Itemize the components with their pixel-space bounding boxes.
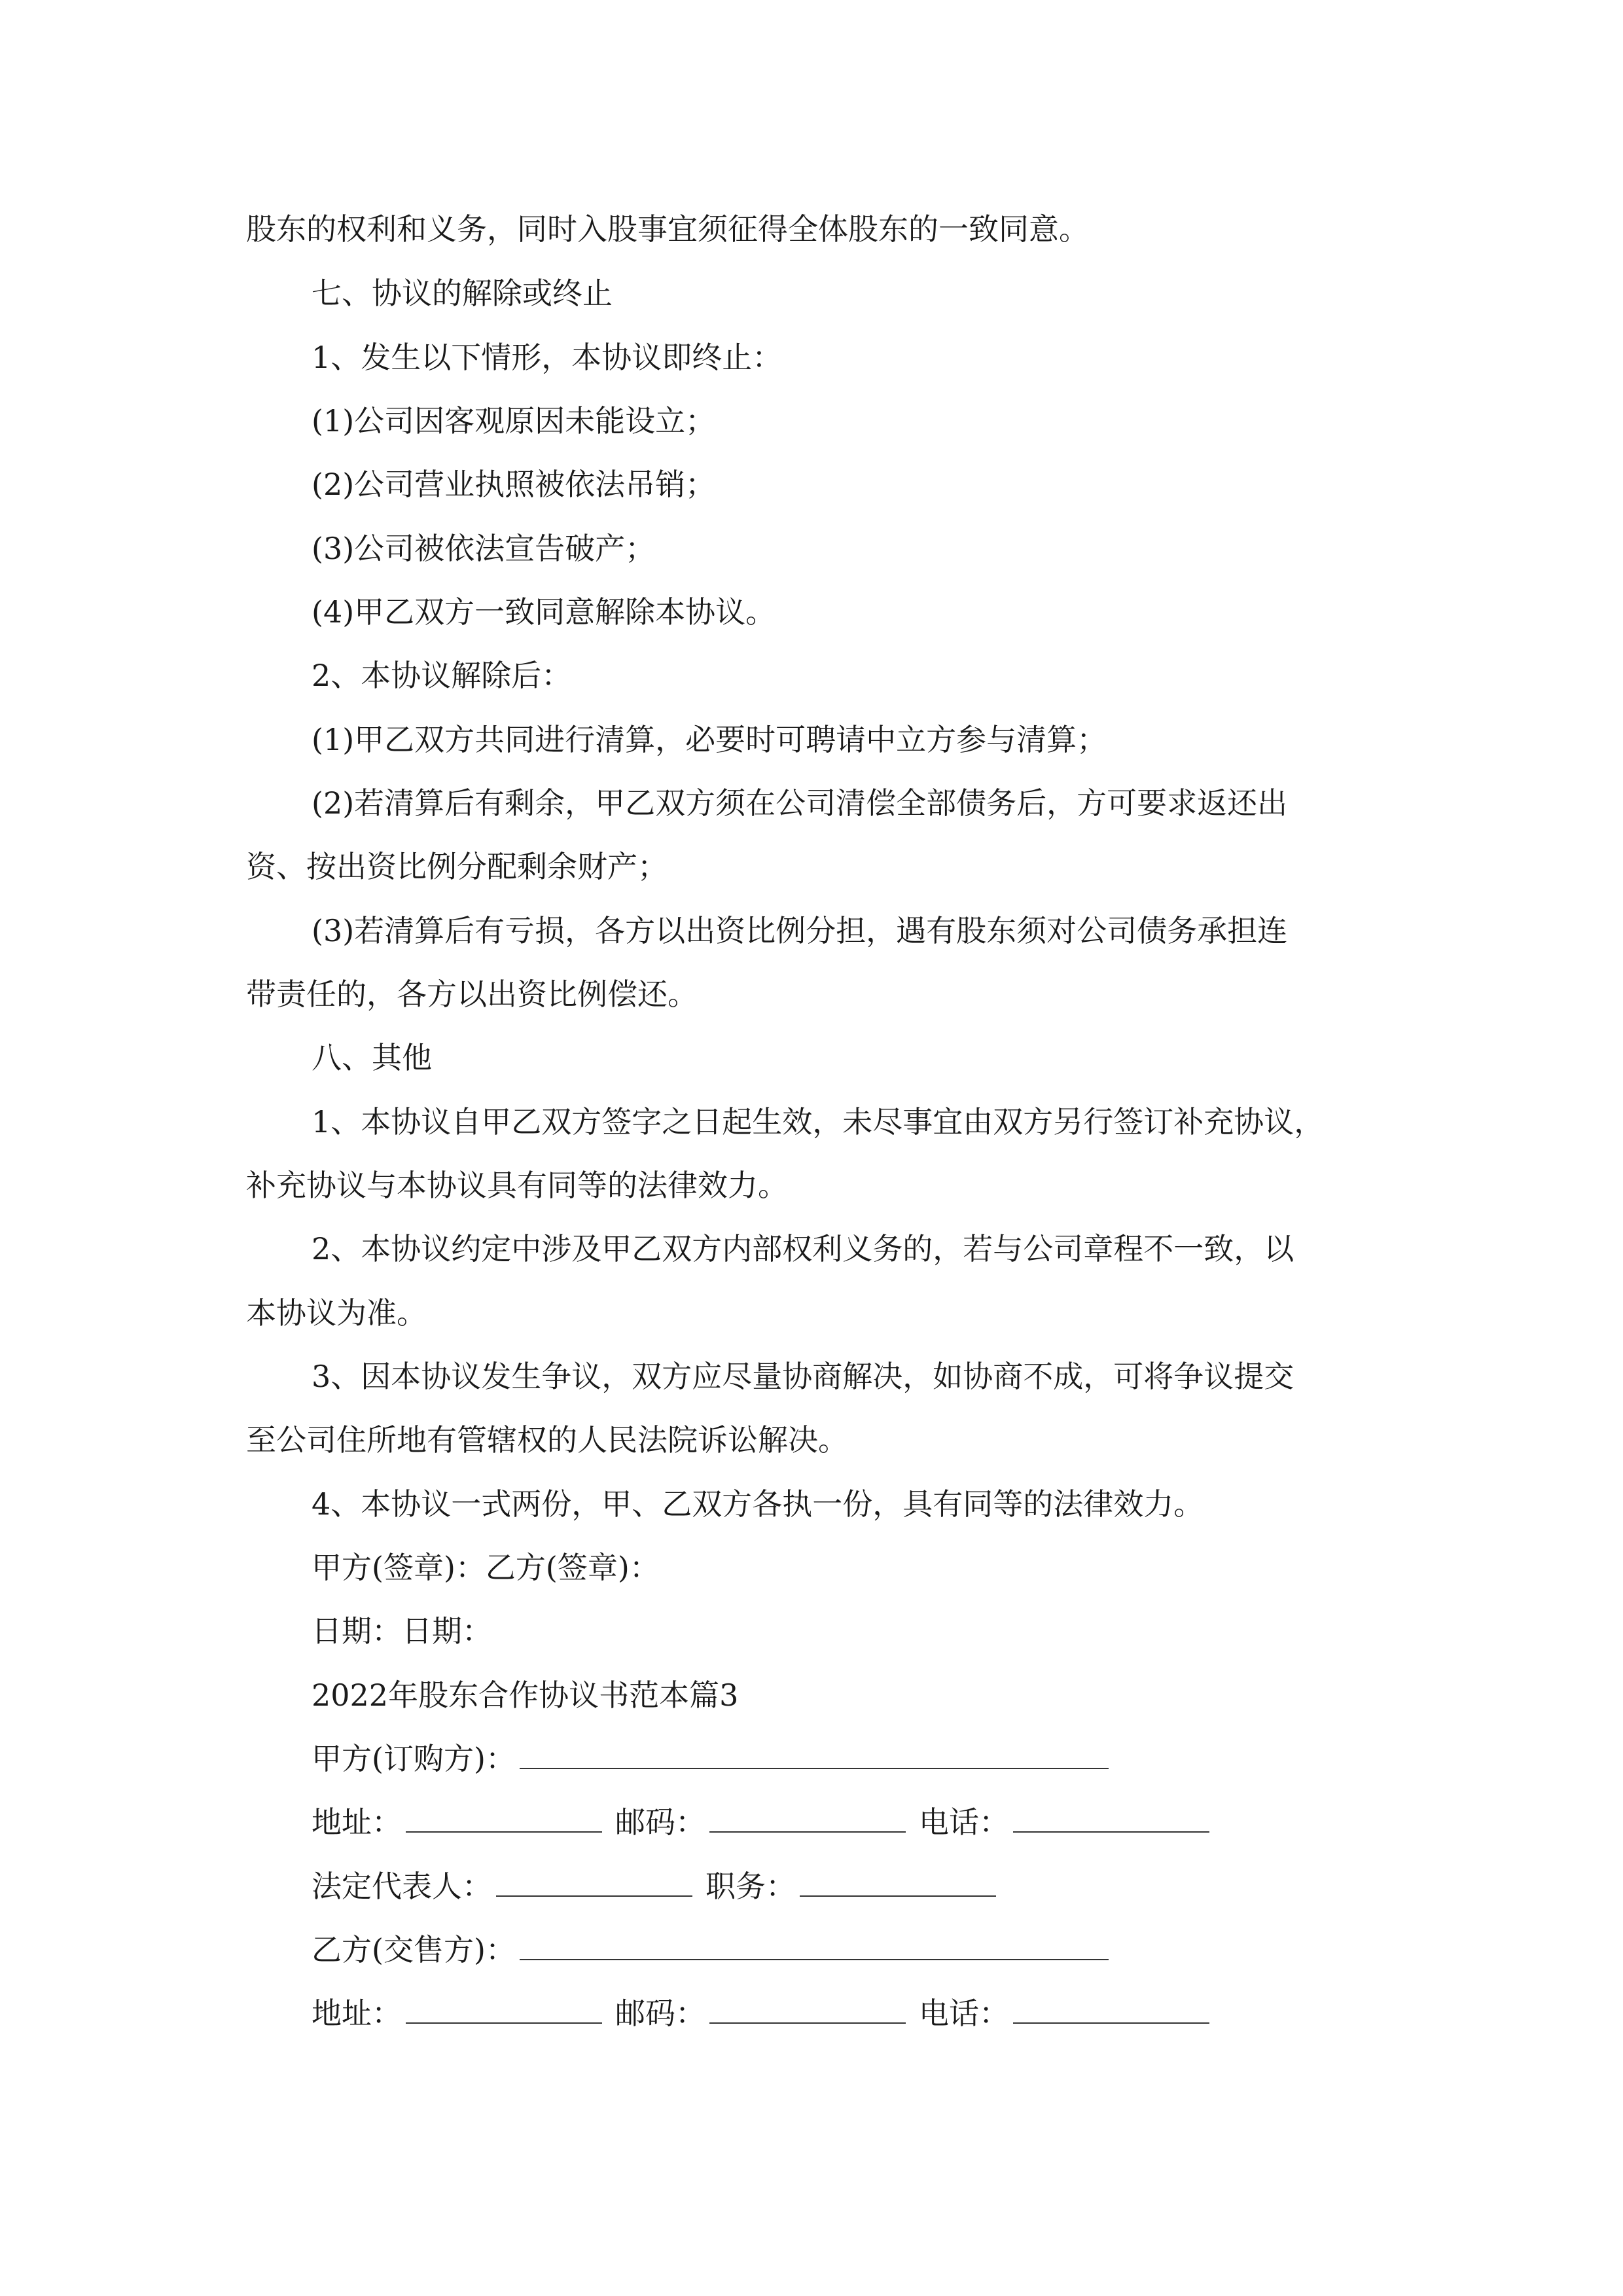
legal-rep-row — [0, 1865, 1623, 1907]
paragraph-line: 4、本协议一式两份，甲、乙双方各执一份，具有同等的法律效力。 — [312, 1486, 1204, 1522]
list-item: (1)公司因客观原因未能设立； — [312, 403, 716, 439]
legal-rep-label: 法定代表人： — [312, 1869, 492, 1904]
position-blank[interactable] — [800, 1869, 996, 1897]
phone-label: 电话： — [919, 1804, 1009, 1840]
party-b-row — [0, 1929, 1623, 1971]
postcode-label: 邮码： — [615, 1804, 705, 1840]
list-item: (3)若清算后有亏损，各方以出资比例分担，遇有股东须对公司债务承担连 — [312, 913, 1288, 948]
party-a-row — [0, 1738, 1623, 1780]
date-line: 日期：日期： — [312, 1613, 492, 1649]
address-blank[interactable] — [406, 1996, 602, 2024]
address-blank[interactable] — [406, 1805, 602, 1833]
list-item: (2)公司营业执照被依法吊销； — [312, 467, 716, 502]
postcode-blank[interactable] — [709, 1805, 906, 1833]
list-item: (1)甲乙双方共同进行清算，必要时可聘请中立方参与清算； — [312, 722, 1107, 757]
phone-blank[interactable] — [1013, 1805, 1209, 1833]
phone-label: 电话： — [919, 1996, 1009, 2031]
paragraph-line: 1、发生以下情形，本协议即终止： — [312, 340, 783, 375]
phone-blank[interactable] — [1013, 1996, 1209, 2024]
paragraph-line: 1、本协议自甲乙双方签字之日起生效，未尽事宜由双方另行签订补充协议， — [312, 1104, 1325, 1139]
paragraph-line: 2、本协议约定中涉及甲乙双方内部权利义务的，若与公司章程不一致，以 — [312, 1231, 1294, 1266]
document-title: 2022年股东合作协议书范本篇3 — [312, 1677, 739, 1713]
party-b-label: 乙方(交售方)： — [312, 1932, 516, 1967]
legal-rep-blank[interactable] — [496, 1869, 692, 1897]
postcode-label: 邮码： — [615, 1996, 705, 2031]
paragraph-line: 补充协议与本协议具有同等的法律效力。 — [246, 1168, 788, 1203]
address-label: 地址： — [312, 1996, 402, 2031]
list-item-continuation: 带责任的，各方以出资比例偿还。 — [246, 977, 698, 1012]
list-item-continuation: 资、按出资比例分配剩余财产； — [246, 849, 668, 884]
signature-line: 甲方(签章)：乙方(签章)： — [312, 1550, 660, 1585]
party-b-contact-row — [0, 1992, 1623, 2034]
address-label: 地址： — [312, 1804, 402, 1840]
list-item: (2)若清算后有剩余，甲乙双方须在公司清偿全部债务后，方可要求返还出 — [312, 785, 1288, 821]
list-item: (3)公司被依法宣告破产； — [312, 531, 656, 566]
postcode-blank[interactable] — [709, 1996, 906, 2024]
party-a-contact-row — [0, 1801, 1623, 1843]
paragraph-line: 3、因本协议发生争议，双方应尽量协商解决，如协商不成，可将争议提交 — [312, 1359, 1294, 1394]
position-label: 职务： — [705, 1869, 796, 1904]
party-b-blank[interactable] — [520, 1933, 1109, 1960]
paragraph-line: 股东的权利和义务，同时入股事宜须征得全体股东的一致同意。 — [246, 211, 1089, 247]
list-item: (4)甲乙双方一致同意解除本协议。 — [312, 594, 776, 630]
party-a-label: 甲方(订购方)： — [312, 1741, 516, 1776]
party-a-blank[interactable] — [520, 1742, 1109, 1769]
paragraph-line: 本协议为准。 — [246, 1295, 427, 1331]
paragraph-line: 至公司住所地有管辖权的人民法院诉讼解决。 — [246, 1422, 848, 1458]
section-heading: 七、协议的解除或终止 — [312, 276, 613, 311]
paragraph-line: 2、本协议解除后： — [312, 658, 572, 693]
section-heading: 八、其他 — [312, 1040, 432, 1075]
